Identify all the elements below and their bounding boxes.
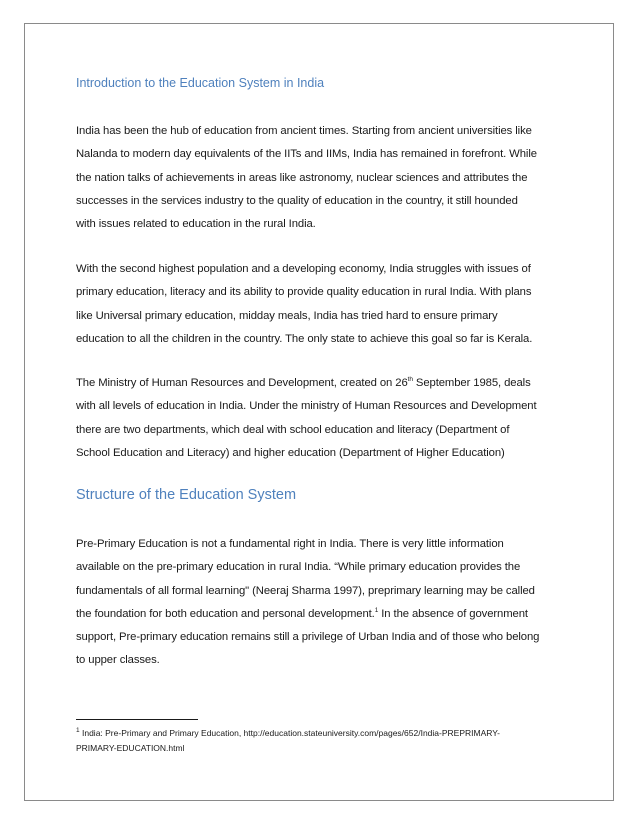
- text-line: support, Pre-primary education remains still a privilege of Urban India and of those who belong: [76, 631, 540, 644]
- text-line: with issues related to education in the rural India.: [76, 218, 316, 231]
- section-heading-structure: Structure of the Education System: [76, 487, 297, 503]
- text-line: [76, 603, 566, 626]
- footnote: [76, 726, 566, 756]
- text-line: fundamentals of all formal learning" (Neeraj Sharma 1997), preprimary learning may be called: [76, 584, 535, 597]
- text-run: The Ministry of Human Resources and Development, created on 26: [76, 377, 408, 389]
- superscript: th: [407, 376, 413, 384]
- text-line: [76, 372, 566, 395]
- text-line: School Education and Literacy) and higher education (Department of Higher Education): [76, 446, 505, 459]
- paragraph-pre-primary: [76, 533, 566, 673]
- text-line: Nalanda to modern day equivalents of the IITs and IIMs, India has remained in forefront. While: [76, 148, 537, 161]
- text-line: successes in the services industry to the quality of education in the country, it still hounded: [76, 194, 518, 207]
- text-line: available on the pre-primary education in rural India. “While primary education provides the: [76, 561, 521, 574]
- footnote-marker: 1: [76, 727, 80, 735]
- footnote-reference[interactable]: 1: [374, 607, 379, 615]
- text-line: With the second highest population and a developing economy, India struggles with issues of: [76, 263, 531, 275]
- text-run: the foundation for both education and personal development.: [76, 607, 375, 620]
- text-line: education to all the children in the country. The only state to achieve this goal so far is Kerala.: [76, 332, 533, 345]
- text-line: there are two departments, which deal with school education and literacy (Department of: [76, 423, 510, 436]
- footnote-line: PRIMARY-EDUCATION.html: [76, 743, 185, 753]
- footnote-line: [76, 726, 566, 741]
- footnote-text: India: Pre-Primary and Primary Education, http://education.stateuniversity.com/pages/652/India-PREPRIMARY-: [79, 728, 500, 738]
- footnote-separator: [76, 719, 198, 720]
- text-line: with all levels of education in India. Under the ministry of Human Resources and Development: [76, 400, 537, 413]
- paragraph-population: [76, 258, 566, 351]
- paragraph-ministry: [76, 372, 566, 465]
- text-line: the nation talks of achievements in areas like astronomy, nuclear sciences and attributes the: [76, 171, 528, 184]
- text-line: India has been the hub of education from ancient times. Starting from ancient universities like: [76, 125, 532, 137]
- text-run: September 1985, deals: [412, 377, 531, 389]
- text-run: In the absence of government: [378, 607, 528, 620]
- paragraph-history: [76, 120, 566, 236]
- section-heading-introduction: Introduction to the Education System in India: [76, 76, 325, 90]
- text-line: primary education, literacy and its ability to provide quality education in rural India. With plans: [76, 286, 532, 299]
- text-line: like Universal primary education, midday meals, India has tried hard to ensure primary: [76, 309, 498, 322]
- text-line: to upper classes.: [76, 654, 160, 667]
- text-line: Pre-Primary Education is not a fundamental right in India. There is very little information: [76, 538, 504, 550]
